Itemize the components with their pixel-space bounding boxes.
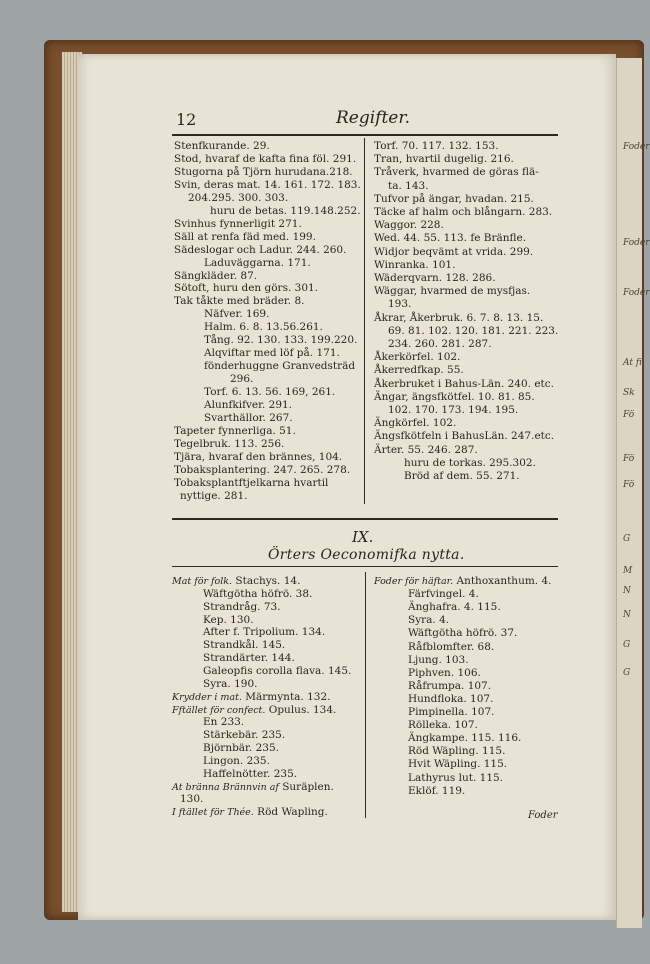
herb-entry xyxy=(203,588,312,600)
index-entry: Bröd af dem. 55. 271. xyxy=(404,470,520,482)
herb-category: Fftället för confect. xyxy=(172,704,266,716)
facing-page-fragment: G xyxy=(623,668,631,678)
facing-page-fragment: Fö xyxy=(623,410,635,420)
herb-entry xyxy=(408,654,469,666)
herb-entry xyxy=(172,704,336,717)
herb-text: Suräplen. xyxy=(278,780,334,793)
index-entry: Stugorna på Tjörn hurudana.218. xyxy=(174,165,353,178)
index-entry: Tobaksplantering. 247. 265. 278. xyxy=(174,463,351,476)
index-entry: Sötoft, huru den görs. 301. xyxy=(174,282,319,295)
catchword: Foder xyxy=(528,810,558,821)
section-number: IX. xyxy=(352,528,374,546)
herb-category: Foder för häftar. xyxy=(374,576,454,587)
herb-entry xyxy=(374,575,551,588)
herb-entry xyxy=(172,806,328,819)
herb-category: I ftället för Thée. xyxy=(172,807,254,819)
index-entry: Tapeter fynnerliga. 51. xyxy=(174,424,296,437)
herb-text: Pimpinella. 107. xyxy=(408,706,495,718)
herb-entry xyxy=(408,693,493,705)
index-entry: Sängkläder. 87. xyxy=(174,269,258,282)
index-entry: Åkerkörfel. 102. xyxy=(374,351,461,364)
herb-entry xyxy=(180,793,203,805)
index-entry: Näfver. 169. xyxy=(204,308,270,321)
facing-page-fragment: N xyxy=(623,610,631,620)
herb-entry xyxy=(203,665,351,677)
index-entry: Wäderqvarn. 128. 286. xyxy=(374,272,496,284)
facing-page-fragment: N xyxy=(623,586,631,596)
facing-page-fragment: Sk xyxy=(623,388,635,398)
herb-text: Piphven. 106. xyxy=(408,666,481,679)
running-head: Regifter. xyxy=(336,108,411,128)
index-entry: Wed. 44. 55. 113. fe Bränfle. xyxy=(374,232,527,245)
herb-entry xyxy=(172,691,330,704)
facing-page-fragment: M xyxy=(623,566,633,576)
herb-entry xyxy=(408,706,494,718)
herb-text: Opulus. 134. xyxy=(265,703,337,716)
herb-entry xyxy=(203,614,254,626)
herb-text: Strandråg. 73. xyxy=(203,600,281,613)
index-entry: Tufvor på ängar, hvadan. 215. xyxy=(374,192,534,205)
index-entry: Täcke af halm och blångarn. 283. xyxy=(374,206,553,218)
index-entry: Alunfkifver. 291. xyxy=(204,399,293,411)
index-entry: huru de torkas. 295.302. xyxy=(404,456,536,469)
herb-text: Ljung. 103. xyxy=(408,653,469,666)
herb-text: Änghafra. 4. 115. xyxy=(408,601,501,614)
index-entry: Åkerredfkap. 55. xyxy=(374,364,464,377)
index-entry: 193. xyxy=(388,298,412,311)
index-entry: Stenfkurande. 29. xyxy=(174,140,270,152)
herb-text: Kep. 130. xyxy=(203,613,254,626)
herb-entry xyxy=(203,652,295,664)
herb-entry xyxy=(203,742,279,754)
index-entry: Wäggar, hvarmed de mysfjas. xyxy=(374,285,531,298)
herb-category: Mat för folk. xyxy=(172,576,233,587)
herb-text: Strandkål. 145. xyxy=(203,639,286,652)
index-entry: Halm. 6. 8. 13.56.261. xyxy=(204,321,323,334)
facing-page-fragment: At fi xyxy=(623,358,642,368)
index-entry: Sädeslogar och Ladur. 244. 260. xyxy=(174,243,347,256)
herb-text: Hvit Wäpling. 115. xyxy=(408,758,508,771)
herb-entry xyxy=(172,781,334,794)
column-divider-upper xyxy=(364,138,365,504)
header-rule xyxy=(172,134,558,136)
herb-category: At bränna Brännvin af xyxy=(172,781,279,793)
herb-entry xyxy=(203,768,297,780)
index-entry: Ärter. 55. 246. 287. xyxy=(374,443,478,456)
herb-text: Wäftgötha höfrö. 37. xyxy=(408,627,518,640)
herb-text: Röd Wäpling. 115. xyxy=(408,745,506,758)
index-entry: Åkrar, Åkerbruk. 6. 7. 8. 13. 15. xyxy=(374,311,544,324)
index-entry: Svin, deras mat. 14. 161. 172. 183. xyxy=(174,178,361,191)
herb-text: Björnbär. 235. xyxy=(203,742,279,755)
herb-text: Lingon. 235. xyxy=(203,754,270,767)
facing-page-edge xyxy=(616,58,650,928)
index-entry: Tegelbruk. 113. 256. xyxy=(174,437,285,450)
index-entry: ta. 143. xyxy=(388,179,429,192)
index-entry: 102. 170. 173. 194. 195. xyxy=(388,404,519,416)
column-divider-lower xyxy=(365,572,366,818)
page-number: 12 xyxy=(176,110,197,129)
herb-text: Strandärter. 144. xyxy=(203,652,295,665)
index-entry: Säll at renfa fäd med. 199. xyxy=(174,230,316,243)
index-entry: Tjära, hvaraf den brännes, 104. xyxy=(174,450,343,463)
section-title-rule xyxy=(172,566,558,567)
herb-text: 130. xyxy=(180,793,204,806)
section-rule xyxy=(172,518,558,520)
herb-text: Stärkebär. 235. xyxy=(203,729,286,742)
herb-entry xyxy=(408,719,478,731)
herb-entry xyxy=(408,588,479,600)
herb-entry xyxy=(408,758,507,770)
herb-text: Råfrumpa. 107. xyxy=(408,679,492,692)
section-title: Örters Oeconomifka nytta. xyxy=(268,547,465,563)
herb-entry xyxy=(408,732,521,744)
facing-page-fragment: Fö xyxy=(623,480,635,490)
herb-text: Anthoxanthum. 4. xyxy=(453,575,552,587)
index-entry: Svinhus fynnerligit 271. xyxy=(174,217,302,230)
herb-entry xyxy=(172,575,300,588)
index-entry: Laduväggarna. 171. xyxy=(204,256,311,269)
herb-text: Stachys. 14. xyxy=(232,575,301,587)
herb-text: Haffelnötter. 235. xyxy=(203,767,298,780)
herb-entry xyxy=(203,626,325,638)
index-entry: Svarthällor. 267. xyxy=(204,411,293,424)
index-entry: Widjor beqvämt at vrida. 299. xyxy=(374,245,534,258)
herb-text: Syra. 190. xyxy=(203,677,258,690)
index-entry: Torf. 70. 117. 132. 153. xyxy=(374,140,499,152)
facing-page-fragment: G xyxy=(623,534,631,544)
facing-page-fragment: Foder xyxy=(623,288,650,298)
herb-text: Eklöf. 119. xyxy=(408,784,466,797)
facing-page-fragment: G xyxy=(623,640,631,650)
facing-page-fragment: Foder xyxy=(623,142,650,152)
herb-text: Galeopfis corolla flava. 145. xyxy=(203,664,352,677)
index-entry: Tång. 92. 130. 133. 199.220. xyxy=(204,334,358,347)
herb-entry xyxy=(203,729,285,741)
herb-entry xyxy=(203,639,285,651)
herb-entry xyxy=(408,745,505,757)
herb-text: Wäftgötha höfrö. 38. xyxy=(203,587,313,600)
index-entry: fönderhuggne Granvedsträd xyxy=(204,360,356,373)
herb-entry xyxy=(408,641,494,653)
herb-entry xyxy=(408,627,517,639)
herb-text: Råfblomfter. 68. xyxy=(408,640,495,653)
herb-entry xyxy=(408,601,501,613)
herb-entry xyxy=(203,755,270,767)
herb-text: Märmynta. 132. xyxy=(241,690,331,703)
index-entry: huru de betas. 119.148.252. xyxy=(210,204,361,217)
index-entry: Ängkörfel. 102. xyxy=(374,417,457,430)
herb-text: After f. Tripolium. 134. xyxy=(203,626,326,639)
index-entry: 234. 260. 281. 287. xyxy=(388,338,492,350)
herb-text: Syra. 4. xyxy=(408,614,450,627)
index-entry: 69. 81. 102. 120. 181. 221. 223. xyxy=(388,324,559,337)
herb-entry xyxy=(203,601,281,613)
index-entry: Torf. 6. 13. 56. 169, 261. xyxy=(204,386,336,399)
herb-entry xyxy=(203,716,244,728)
index-entry: Ängar, ängsfkötfel. 10. 81. 85. xyxy=(374,390,535,403)
index-entry: Tak tåkte med bräder. 8. xyxy=(174,295,305,308)
index-entry: Tobaksplantftjelkarna hvartil xyxy=(174,476,329,489)
index-entry: 204.295. 300. 303. xyxy=(188,191,289,204)
herb-text: Lathyrus lut. 115. xyxy=(408,771,504,784)
herb-entry xyxy=(408,614,449,626)
index-entry: Tran, hvartil dugelig. 216. xyxy=(374,153,514,166)
herb-entry xyxy=(408,667,481,679)
herb-text: Röd Wapling. xyxy=(253,806,328,819)
herb-text: Rölleka. 107. xyxy=(408,719,478,732)
index-entry: Winranka. 101. xyxy=(374,258,456,271)
herb-entry xyxy=(203,678,257,690)
herb-text: Ängkampe. 115. 116. xyxy=(408,732,522,745)
index-entry: Ängsfkötfeln i BahusLän. 247.etc. xyxy=(374,430,555,443)
herb-text: Hundfloka. 107. xyxy=(408,692,494,705)
index-entry: Waggor. 228. xyxy=(374,219,444,232)
herb-text: Färfvingel. 4. xyxy=(408,588,479,601)
herb-entry xyxy=(408,785,465,797)
index-entry: Stod, hvaraf de kafta fina föl. 291. xyxy=(174,152,357,165)
index-entry: Alqviftar med löf på. 171. xyxy=(204,347,340,360)
herb-entry xyxy=(408,680,491,692)
herb-entry xyxy=(408,772,503,784)
index-entry: Tråverk, hvarmed de göras flä- xyxy=(374,166,539,179)
herb-text: En 233. xyxy=(203,716,245,729)
index-entry: Åkerbruket i Bahus-Län. 240. etc. xyxy=(374,377,554,390)
index-entry: nyttige. 281. xyxy=(180,489,248,502)
facing-page-fragment: Fö xyxy=(623,454,635,464)
facing-page-fragment: Foder xyxy=(623,238,650,248)
index-entry: 296. xyxy=(230,373,254,386)
herb-category: Krydder i mat. xyxy=(172,691,242,703)
